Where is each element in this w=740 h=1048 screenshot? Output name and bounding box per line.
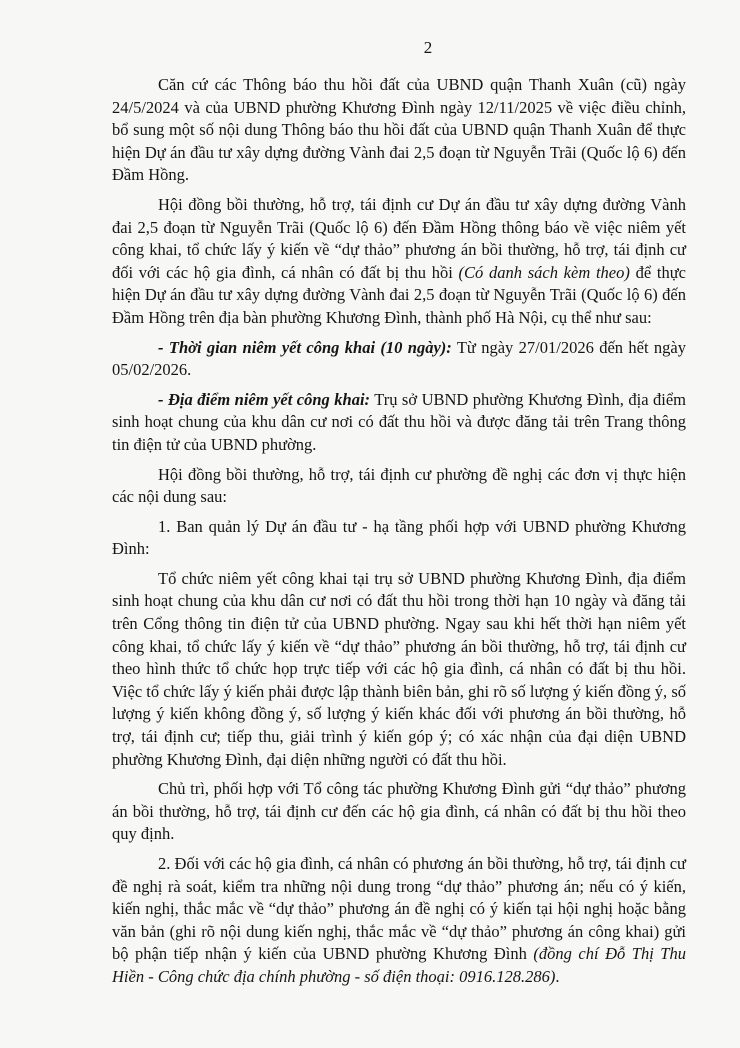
paragraph-posting-time (112, 337, 686, 382)
posting-time-text: Từ ngày 27/01/2026 đến hết ngày 05/02/2026. (112, 337, 686, 380)
item-2-end: . (555, 966, 560, 986)
item-2-text: 2. Đối với các hộ gia đình, cá nhân có phương án bồi thường, hỗ trợ, tái định cư đề nghị rà soát, kiểm tra những nội dung trong “dự thảo” phương án; nếu có ý kiến, kiến nghị, thắc mắc về “dự thảo” phương án đề nghị có ý kiến tại hội nghị hoặc bằng văn bản (ghi rõ nội dung kiến nghị, thắc mắc về “dự thảo” phương án công khai) gửi bộ phận tiếp nhận ý kiến của UBND phường Khương Đình (112, 854, 686, 964)
paragraph-announcement (112, 194, 686, 330)
contact-person-note: (đồng chí Đỗ Thị Thu Hiền - Công chức địa chính phường - số điện thoại: 0916.128.286) (112, 944, 686, 986)
page-number: 2 (423, 38, 433, 57)
paragraph-legal-basis: Căn cứ các Thông báo thu hồi đất của UBND quận Thanh Xuân (cũ) ngày 24/5/2024 và của UBND phường Khương Đình ngày 12/11/2025 về việc điều chỉnh, bổ sung một số nội dung Thông báo thu hồi đất của UBND quận Thanh Xuân để thực hiện Dự án đầu tư xây dựng đường Vành đai 2,5 đoạn từ Nguyễn Trãi (Quốc lộ 6) đến Đầm Hồng. (112, 75, 686, 185)
paragraph-posting-location (112, 389, 686, 457)
paragraph-item-1: 1. Ban quản lý Dự án đầu tư - hạ tầng phối hợp với UBND phường Khương Đình: (112, 516, 686, 559)
posting-time-label: - Thời gian niêm yết công khai (10 ngày): (158, 337, 452, 357)
announcement-text-cont: để thực hiện Dự án đầu tư xây dựng đường Vành đai 2,5 đoạn từ Nguyễn Trãi (Quốc lộ 6) đến Đầm Hồng trên địa bàn phường Khương Đình, thành phố Hà Nội, cụ thể như sau: (112, 262, 686, 327)
posting-location-label: - Địa điểm niêm yết công khai: (158, 389, 371, 409)
paragraph-item-1-detail: Tổ chức niêm yết công khai tại trụ sở UBND phường Khương Đình, địa điểm sinh hoạt chung của khu dân cư nơi có đất thu hồi trong thời hạn 10 ngày và đăng tải trên Cổng thông tin điện tử của UBND phường. Ngay sau khi hết thời hạn niêm yết công khai, tổ chức lấy ý kiến về “dự thảo” phương án bồi thường, hỗ trợ, tái định cư theo hình thức tổ chức họp trực tiếp với các hộ gia đình, cá nhân có đất bị thu hồi. Việc tổ chức lấy ý kiến phải được lập thành biên bản, ghi rõ số lượng ý kiến đồng ý, số lượng ý kiến không đồng ý, số lượng ý kiến khác đối với phương án bồi thường, hỗ trợ, tái định cư; tiếp thu, giải trình ý kiến góp ý; có xác nhận của đại diện UBND phường Khương Đình, đại diện những người có đất thu hồi. (112, 568, 686, 769)
paragraph-request: Hội đồng bồi thường, hỗ trợ, tái định cư phường đề nghị các đơn vị thực hiện các nội dung sau: (112, 464, 686, 507)
paragraph-item-1-lead: Chủ trì, phối hợp với Tổ công tác phường Khương Đình gửi “dự thảo” phương án bồi thường, hỗ trợ, tái định cư đến các hộ gia đình, cá nhân có đất bị thu hồi theo quy định. (112, 779, 686, 844)
posting-location-text: Trụ sở UBND phường Khương Đình, địa điểm sinh hoạt chung của khu dân cư nơi có đất thu hồi và được đăng tải trên Trang thông tin điện tử của UBND phường. (112, 389, 686, 454)
paragraph-item-2 (112, 853, 686, 989)
attached-list-note: (Có danh sách kèm theo) (458, 262, 630, 282)
announcement-text: Hội đồng bồi thường, hỗ trợ, tái định cư Dự án đầu tư xây dựng đường Vành đai 2,5 đoạn từ Nguyễn Trãi (Quốc lộ 6) đến Đầm Hồng thông báo về việc niêm yết công khai, tổ chức lấy ý kiến về “dự thảo” phương án bồi thường, hỗ trợ, tái định cư đối với các hộ gia đình, cá nhân có đất bị thu hồi (112, 194, 686, 282)
